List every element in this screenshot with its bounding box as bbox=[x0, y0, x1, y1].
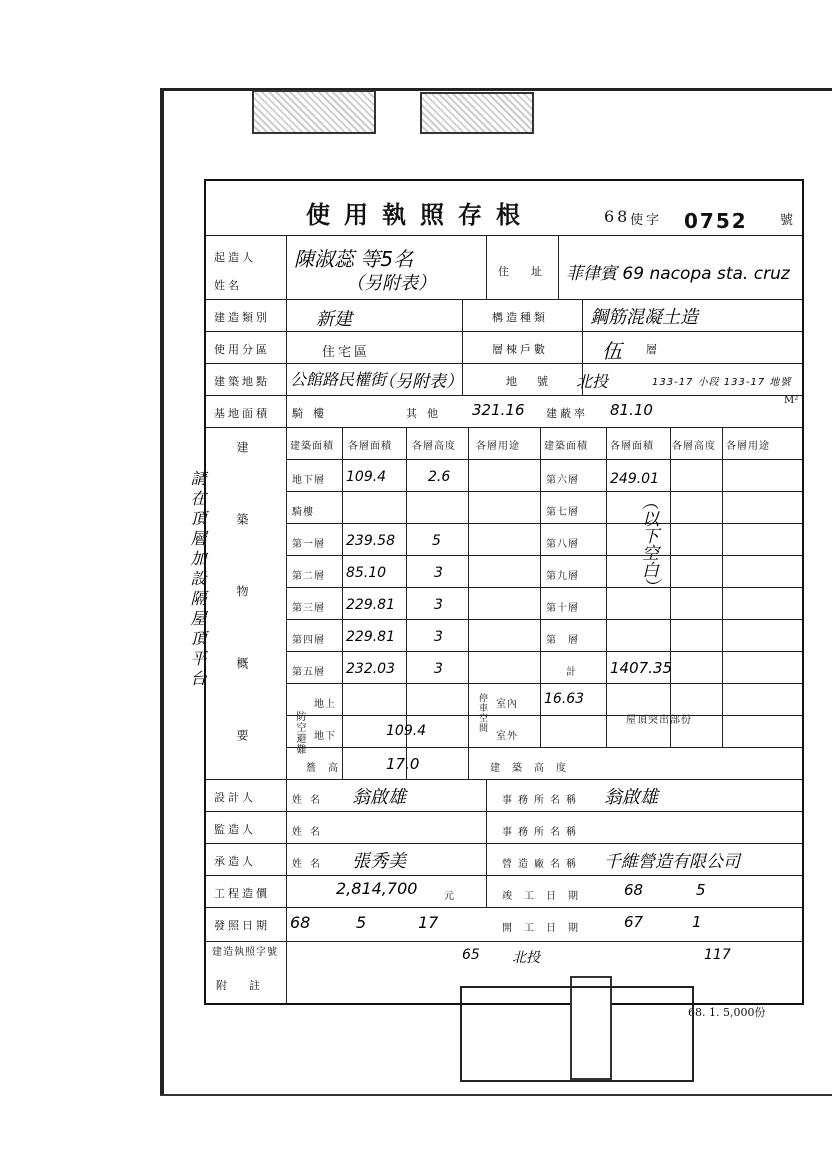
value-coverage: 81.10 bbox=[610, 401, 653, 419]
label-name: 姓名 bbox=[214, 279, 242, 292]
row-f4: 第四層 bbox=[292, 635, 325, 646]
f5-height: 3 bbox=[434, 661, 443, 677]
header-year: 68 bbox=[604, 207, 631, 226]
f1-height: 5 bbox=[432, 533, 441, 549]
form-title: 使用執照存根 bbox=[306, 200, 534, 229]
builder-address: 菲律賓 69 nacopa sta. cruz bbox=[566, 264, 790, 284]
label-remark: 附註 bbox=[216, 979, 282, 992]
top-stamp-left bbox=[252, 90, 376, 134]
f4-height: 3 bbox=[434, 629, 443, 645]
f3-height: 3 bbox=[434, 597, 443, 613]
f2-height: 3 bbox=[434, 565, 443, 581]
issue-month: 5 bbox=[356, 913, 367, 932]
col-area: 各層面積 bbox=[348, 441, 392, 452]
value-base-other: 321.16 bbox=[472, 401, 525, 419]
label-type: 建造類別 bbox=[214, 311, 270, 324]
label-site: 建築地點 bbox=[214, 375, 270, 388]
label-designer: 設計人 bbox=[214, 791, 256, 804]
start-month: 1 bbox=[692, 913, 702, 931]
unit-yuan: 元 bbox=[444, 891, 455, 902]
label-base-area: 基地面積 bbox=[214, 407, 270, 420]
label-indoor: 室內 bbox=[496, 699, 518, 710]
issue-day: 17 bbox=[418, 913, 439, 932]
row-f1: 第一層 bbox=[292, 539, 325, 550]
label-coverage: 建蔽率 bbox=[546, 407, 588, 420]
designer-name: 翁啟雄 bbox=[352, 787, 406, 808]
header-suffix: 號 bbox=[780, 213, 797, 228]
label-floors: 層棟戶數 bbox=[492, 343, 548, 356]
row-f6: 第六層 bbox=[546, 475, 579, 486]
label-designer-name: 姓名 bbox=[292, 795, 328, 806]
contractor-name: 張秀美 bbox=[352, 851, 406, 872]
row-total: 計 bbox=[566, 667, 577, 678]
shelter-below: 109.4 bbox=[386, 723, 427, 739]
label-parking: 停車空間 bbox=[477, 693, 487, 733]
label-below: 地下 bbox=[314, 731, 336, 742]
label-other: 其他 bbox=[406, 407, 448, 420]
row-f7: 第七層 bbox=[546, 507, 579, 518]
value-type: 新建 bbox=[316, 309, 352, 330]
row-basement: 地下層 bbox=[292, 475, 325, 486]
f3-area: 229.81 bbox=[346, 597, 395, 613]
value-cost: 2,814,700 bbox=[336, 879, 418, 898]
label-zone: 使用分區 bbox=[214, 343, 270, 356]
row-f2: 第二層 bbox=[292, 571, 325, 582]
row-f3: 第三層 bbox=[292, 603, 325, 614]
row-f8: 第八層 bbox=[546, 539, 579, 550]
header-char: 使字 bbox=[630, 213, 663, 228]
vertical-note: （以下空白） bbox=[638, 493, 658, 595]
permit-form bbox=[204, 179, 804, 1005]
print-code: 68. 1. 5,000份 bbox=[688, 1006, 766, 1019]
col-height-2: 各層高度 bbox=[672, 441, 716, 452]
margin-side-note: 請在頂層加設隔屋頂平台 bbox=[188, 470, 207, 690]
parking-indoor: 16.63 bbox=[544, 691, 585, 707]
completion-year: 68 bbox=[624, 881, 644, 899]
row-fx: 第 層 bbox=[546, 635, 579, 646]
row-f10: 第十層 bbox=[546, 603, 579, 614]
permit-district: 北投 bbox=[512, 950, 540, 966]
f1-area: 239.58 bbox=[346, 533, 395, 549]
label-contractor-name: 姓名 bbox=[292, 859, 328, 870]
f2-area: 85.10 bbox=[346, 565, 387, 581]
f6-area: 249.01 bbox=[610, 471, 659, 487]
f5-area: 232.03 bbox=[346, 661, 395, 677]
label-lot: 地號 bbox=[506, 375, 568, 388]
col-area-2: 各層面積 bbox=[610, 441, 654, 452]
label-above: 地上 bbox=[314, 699, 336, 710]
label-cost: 工程造價 bbox=[214, 887, 270, 900]
builder-name: 陳淑蕊 等5名 bbox=[294, 247, 414, 271]
label-builder: 起造人 bbox=[214, 251, 256, 264]
value-site: 公館路民權街 bbox=[290, 370, 387, 389]
col-use: 各層用途 bbox=[476, 441, 520, 452]
page-left-edge bbox=[160, 88, 164, 1096]
bottom-seal-box bbox=[460, 986, 694, 1082]
value-lot-section: 北投 bbox=[576, 372, 609, 391]
unit-base-m2: M² bbox=[784, 395, 799, 406]
completion-month: 5 bbox=[696, 881, 706, 899]
label-supervisor-name: 姓名 bbox=[292, 827, 328, 838]
permit-year: 65 bbox=[462, 947, 480, 963]
label-supervisor-office: 事務所名稱 bbox=[502, 827, 582, 838]
contractor-firm: 千維營造有限公司 bbox=[604, 852, 740, 872]
unit-floor: 層 bbox=[646, 343, 660, 356]
label-eaves: 簷高 bbox=[306, 763, 350, 774]
label-designer-office: 事務所名稱 bbox=[502, 795, 582, 806]
builder-note: （另附表） bbox=[346, 273, 436, 294]
col-height: 各層高度 bbox=[412, 441, 456, 452]
label-contractor-firm: 營造廠名稱 bbox=[502, 859, 582, 870]
value-floors: 伍 bbox=[602, 339, 622, 363]
label-building-summary: 建築物概要 bbox=[235, 441, 249, 801]
label-start-date: 開工日期 bbox=[502, 923, 590, 934]
value-zone: 住宅區 bbox=[322, 345, 371, 360]
col-item-2: 建築面積 bbox=[544, 441, 588, 452]
label-bld-height: 建築高度 bbox=[490, 763, 578, 774]
permit-no-value: 117 bbox=[704, 947, 731, 963]
label-issue-date: 發照日期 bbox=[214, 919, 270, 932]
label-outdoor: 室外 bbox=[496, 731, 518, 742]
label-permit-no: 建造執照字號 bbox=[212, 947, 278, 958]
value-structure: 鋼筋混凝土造 bbox=[590, 307, 698, 328]
row-f5: 第五層 bbox=[292, 667, 325, 678]
value-eaves: 17.0 bbox=[386, 755, 420, 773]
label-arcade: 騎樓 bbox=[292, 407, 334, 420]
col-item: 建築面積 bbox=[290, 441, 334, 452]
basement-area: 109.4 bbox=[346, 469, 387, 485]
label-structure: 構造種類 bbox=[492, 311, 548, 324]
label-shelter: 防空避難 bbox=[294, 711, 305, 755]
row-f9: 第九層 bbox=[546, 571, 579, 582]
page-bottom-edge bbox=[160, 1094, 832, 1096]
label-address: 住址 bbox=[498, 265, 564, 278]
label-supervisor: 監造人 bbox=[214, 823, 256, 836]
value-site-note: （另附表） bbox=[378, 372, 463, 392]
f4-area: 229.81 bbox=[346, 629, 395, 645]
col-use-2: 各層用途 bbox=[726, 441, 770, 452]
top-stamp-right bbox=[420, 92, 534, 134]
label-contractor: 承造人 bbox=[214, 855, 256, 868]
row-arcade: 騎樓 bbox=[292, 507, 314, 518]
total-area: 1407.35 bbox=[610, 659, 673, 677]
label-completion: 竣工日期 bbox=[502, 891, 590, 902]
start-year: 67 bbox=[624, 913, 644, 931]
permit-number: 0752 bbox=[684, 209, 748, 233]
issue-year: 68 bbox=[290, 913, 311, 932]
designer-office: 翁啟雄 bbox=[604, 787, 658, 808]
value-lot-numbers: 133-17 小段 133-17 地號 bbox=[652, 377, 792, 388]
basement-height: 2.6 bbox=[428, 469, 451, 485]
label-roof: 屋頂突出部份 bbox=[626, 715, 692, 726]
